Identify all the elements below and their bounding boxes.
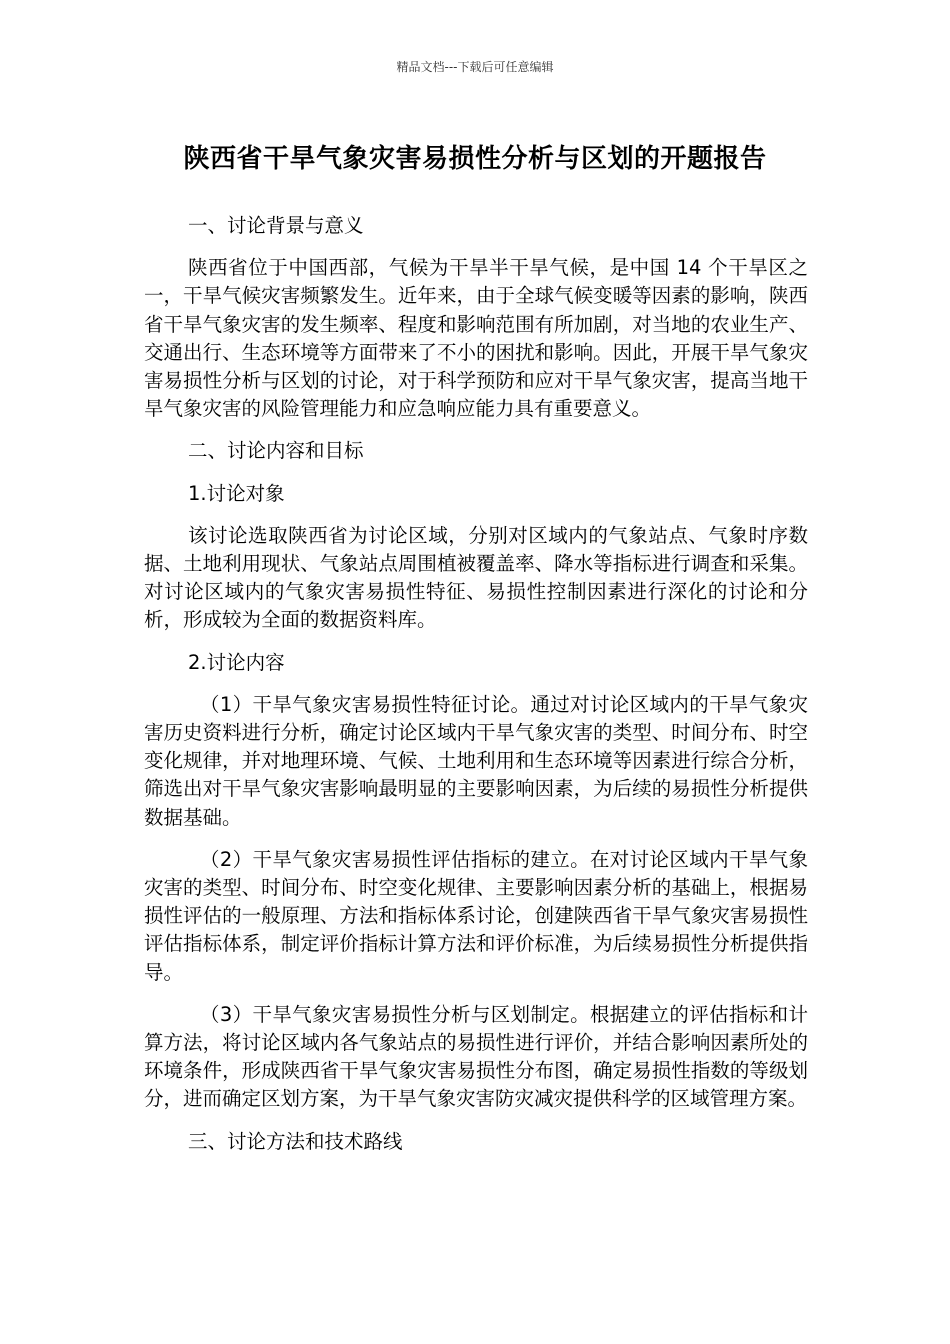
- paragraph-background: 陕西省位于中国西部，气候为干旱半干旱气候，是中国 14 个干旱区之一，干旱气候灾害频繁发生。近年来，由于全球气候变暖等因素的影响，陕西省干旱气象灾害的发生频率、程度和影响范围有所加剧，对当地的农业生产、交通出行、生态环境等方面带来了不小的困扰和影响。因此，开展干旱气象灾害易损性分析与区划的讨论，对于科学预防和应对干旱气象灾害，提高当地干旱气象灾害的风险管理能力和应急响应能力具有重要意义。: [144, 256, 808, 421]
- list-item-2: （2）干旱气象灾害易损性评估指标的建立。在对讨论区域内干旱气象灾害的类型、时间分布、时空变化规律、主要影响因素分析的基础上，根据易损性评估的一般原理、方法和指标体系讨论，创建陕西省干旱气象灾害易损性评估指标体系，制定评价指标计算方法和评价标准，为后续易损性分析提供指导。: [144, 847, 808, 984]
- section-heading-content-goals: 二、讨论内容和目标: [188, 439, 364, 463]
- section-heading-background: 一、讨论背景与意义: [188, 214, 364, 237]
- subheading-research-content: 2.讨论内容: [188, 650, 285, 674]
- subheading-research-object: 1.讨论对象: [188, 481, 285, 505]
- document-title: 陕西省干旱气象灾害易损性分析与区划的开题报告: [183, 144, 767, 174]
- list-item-3: （3）干旱气象灾害易损性分析与区划制定。根据建立的评估指标和计算方法，将讨论区域内各气象站点的易损性进行评价，并结合影响因素所处的环境条件，形成陕西省干旱气象灾害易损性分布图，确定易损性指数的等级划分，进而确定区划方案，为干旱气象灾害防灾减灾提供科学的区域管理方案。: [144, 1002, 808, 1111]
- header-note: 精品文档---下载后可任意编辑: [396, 60, 554, 74]
- section-heading-methods: 三、讨论方法和技术路线: [188, 1129, 403, 1153]
- paragraph-research-object: 该讨论选取陕西省为讨论区域，分别对区域内的气象站点、气象时序数据、土地利用现状、气象站点周围植被覆盖率、降水等指标进行调查和采集。对讨论区域内的气象灾害易损性特征、易损性控制因素进行深化的讨论和分析，形成较为全面的数据资料库。: [144, 523, 808, 632]
- list-item-1: （1）干旱气象灾害易损性特征讨论。通过对讨论区域内的干旱气象灾害历史资料进行分析，确定讨论区域内干旱气象灾害的类型、时间分布、时空变化规律，并对地理环境、气候、土地利用和生态环境等因素进行综合分析，筛选出对干旱气象灾害影响最明显的主要影响因素，为后续的易损性分析提供数据基础。: [144, 692, 808, 829]
- document-body: [144, 212, 808, 1170]
